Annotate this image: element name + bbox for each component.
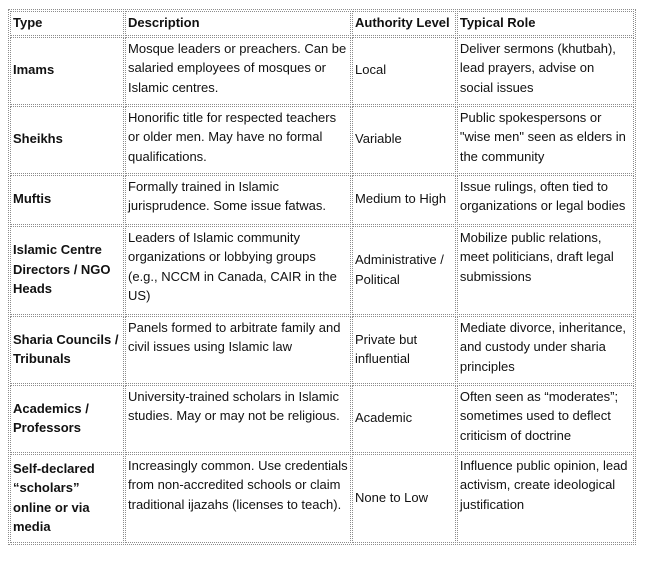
table-row [10,226,634,315]
cell-role: Public spokespersons or "wise men" seen as elders in the community [457,106,634,174]
header-authority-level: Authority Level [352,11,456,36]
cell-type: Imams [10,37,124,105]
document-body [8,9,636,545]
cell-authority: Academic [352,385,456,453]
cell-authority: Local [352,37,456,105]
cell-description: Formally trained in Islamic jurisprudence. Some issue fatwas. [125,175,351,225]
cell-role: Issue rulings, often tied to organizations or legal bodies [457,175,634,225]
header-type: Type [10,11,124,36]
cell-type: Self-declared “scholars” online or via media [10,454,124,543]
header-typical-role: Typical Role [457,11,634,36]
header-description: Description [125,11,351,36]
table-row [10,454,634,543]
cell-description: Panels formed to arbitrate family and civil issues using Islamic law [125,316,351,384]
authority-table [8,9,636,545]
cell-role: Mediate divorce, inheritance, and custody under sharia principles [457,316,634,384]
cell-role: Mobilize public relations, meet politicians, draft legal submissions [457,226,634,315]
cell-authority: Variable [352,106,456,174]
cell-role: Often seen as “moderates”; sometimes used to deflect criticism of doctrine [457,385,634,453]
cell-role: Influence public opinion, lead activism, create ideological justification [457,454,634,543]
table-row [10,385,634,453]
cell-description: Mosque leaders or preachers. Can be salaried employees of mosques or Islamic centres. [125,37,351,105]
cell-description: University-trained scholars in Islamic studies. May or may not be religious. [125,385,351,453]
cell-authority: Medium to High [352,175,456,225]
cell-authority: Administrative / Political [352,226,456,315]
cell-type: Islamic Centre Directors / NGO Heads [10,226,124,315]
cell-type: Sharia Councils / Tribunals [10,316,124,384]
cell-type: Sheikhs [10,106,124,174]
table-row [10,316,634,384]
cell-role: Deliver sermons (khutbah), lead prayers, advise on social issues [457,37,634,105]
table-row [10,175,634,225]
cell-authority: Private but influential [352,316,456,384]
cell-type: Academics / Professors [10,385,124,453]
cell-description: Increasingly common. Use credentials from non-accredited schools or claim traditional ijazahs (licenses to teach). [125,454,351,543]
header-row [10,11,634,36]
cell-type: Muftis [10,175,124,225]
cell-description: Honorific title for respected teachers or older men. May have no formal qualifications. [125,106,351,174]
cell-authority: None to Low [352,454,456,543]
table-row [10,37,634,105]
table-row [10,106,634,174]
cell-description: Leaders of Islamic community organizations or lobbying groups (e.g., NCCM in Canada, CAIR in the US) [125,226,351,315]
